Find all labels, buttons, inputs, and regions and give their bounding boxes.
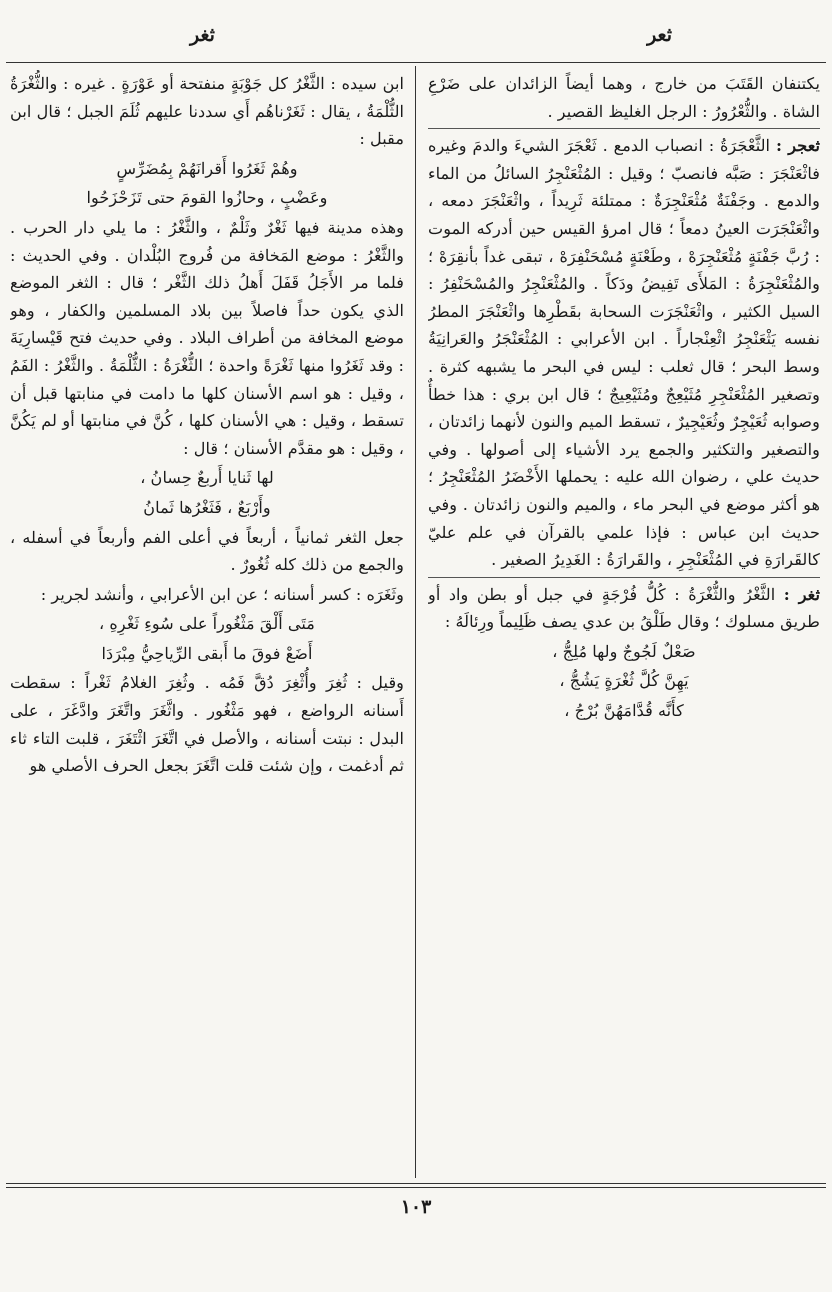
left-paragraph-3: جعل الثغر ثمانياً ، أربعاً في أعلى الفم وأربعاً في أسفله ، والجمع من ذلك كله ثُغُورٌ . [10, 527, 404, 575]
entry-text: الثَّعْجَرَةُ : انصباب الدمع . ثَعْجَرَ الشيءَ والدمَ وغيره فاثْعَنْجَرَ : صَبَّه فانصبّ ؛ وقيل : المُثْعَنْجِرُ السائلُ من الماء والدمع . وجَفْنَةٌ مُثْعَنْجِرَةٌ : ممتلئة ثَرِيداً ، واثْعَنْجَرَ دمعه ، واثْعَنْجَرَت العينُ دمعاً ؛ قال امرؤ القيس حين أدركه الموت : رُبَّ جَفْنَةٍ مُثْعَنْجِرَهْ ، وطَعْنَةٍ مُسْحَنْفِرَهْ ، تبقى غداً بأنقِرَهْ ؛ والمُثْعَنْجِرَةُ : المَلأَى تَفِيضُ ودَكاً . والمُثْعَنْجِرُ والمُسْحَنْفِرُ : السيل الكثير ، واثْعَنْجَرَت السحابة بقَطْرِها واثْعَنْجَرَ المطرُ نفسه يَثْعَنْجِرُ اثْعِنْجاراً . ابن الأعرابي : المُثْعَنْجَرُ والعَرانِيَةُ وسط البحر ؛ قال ثعلب : ليس في البحر ما يشبهه كثرة . وتصغير المُثْعَنْجِرِ مُثَيْعِجٌ ومُثَيْعِيجٌ ؛ قال ابن بري : هذا خطأٌ وصوابه ثُعَيْجِرٌ وثُعَيْجِيرٌ ، تسقط الميم والنون لأنهما زائدتان ، والتصغير والتكثير والجمع يرد الأشياء إلى أصولها . وفي حديث علي ، رضوان الله عليه : يحملها الأَخْضَرُ المُثْعَنْجِرُ ؛ هو أكثر موضع في البحر ماء ، والميم والنون زائدتان . وفي حديث ابن عباس : فإذا علمي بالقرآن في علم عليّ كالقَرارَةِ في المُثْعَنْجِرِ ، والقَرارَةُ : الغَدِيرُ الصغير . [428, 136, 820, 570]
verse-line: وأَرْبَعٌ ، فَثَغْرُها ثَمانُ [143, 497, 271, 517]
right-paragraph-3 [428, 581, 820, 636]
verse-line: وعَضْبٍ ، وحازُوا القومَ حتى تَزَحْزَحُوا [86, 188, 328, 208]
verse-line: أَضَعْ فوقَ ما أَبقى الرِّياحِيُّ مِبْرَدَا [101, 643, 313, 663]
left-paragraph-5: وقيل : ثُغِرَ وأُثْغِرَ دُقَّ فَمُه . وثُغِرَ الغلامُ ثَغْراً : سقطت أَسنانه الرواضع ، فهو مَثْغُور . واثَّغَرَ واتَّغَرَ وادَّغَرَ ، على البدل : نبتت أسنانه ، والأصل في اتَّغَرَ اثْتَغَرَ ، قلبت التاء ثاء ثم أدغمت ، وإن شئت قلت اتَّغَرَ بجعل الحرف الأصلي هو [10, 673, 404, 776]
top-rule [6, 62, 826, 63]
right-paragraph-2 [428, 132, 820, 574]
verse-line: صَعْلٌ لَجُوجٌ ولها مُلِجُّ ، [552, 641, 696, 661]
entry-headword: ثغر : [783, 584, 820, 604]
right-column [428, 70, 820, 1175]
page-number: ١٠٣ [400, 1196, 432, 1218]
entry-thaghar [428, 577, 820, 725]
header-left-word: ثغر [190, 24, 215, 46]
verse-line: كأَنَّه قُدَّامَهُنَّ بُرْجُ ، [564, 701, 684, 721]
header-right-word: ثعر [647, 24, 672, 46]
verse-line: لها ثَنايا أَربعٌ حِسانُ ، [140, 468, 274, 488]
verse-line: مَتَى أَلْقَ مَثْغُوراً على سُوءِ ثَغْرِهِ ، [99, 614, 315, 634]
bottom-rule [6, 1183, 826, 1184]
left-column [10, 70, 404, 1175]
bottom-rule-double [6, 1187, 826, 1188]
left-paragraph-2: وهذه مدينة فيها ثَغْرٌ وثَلْمٌ ، والثَّغْرُ : ما يلي دار الحرب . والثَّغْرُ : موضع المَخافة من فُروج البُلْدان . وفي الحديث : فلما مر الأَجَلُ قَفَلَ أَهلُ ذلك الثَّغْر ؛ قال : الثغر الموضع الذي يكون حداً فاصلاً بين بلاد المسلمين والكفار ، وهو موضع المخافة من أطراف البلاد . وفي حديث فتح قَيْسارِيَةَ : وقد ثَغَرُوا منها ثَغْرَةً واحدة ؛ الثُّغْرَةُ : الثُّلْمَةُ . والثَّغْرُ : الفَمُ ، وقيل : هو اسم الأسنان كلها ما دامت في منابتها قبل أن تسقط ، وقيل : هي الأسنان كلها ، كُنَّ في منابتها أو لم يَكُنَّ ، وقيل : هو مقدَّم الأسنان ؛ قال : [10, 217, 404, 458]
entry-thajar [428, 128, 820, 574]
page-header [0, 18, 832, 54]
verse-line: وهُمْ ثَغَرُوا أَقرانَهُمْ بِمُضَرِّسٍ [116, 158, 298, 178]
left-paragraph-1: ابن سيده : الثَّغْرُ كل جَوْبَةٍ منفتحة أو عَوْرَةٍ . غيره : والثُّغْرَةُ الثُّلْمَةُ ، يقال : ثَغَرْناهُم أَي سددنا عليهم ثُلَمَ الجبل ؛ قال ابن مقبل : [10, 74, 404, 149]
entry-text: الثَّغْرُ والثُّغْرَةُ : كُلُّ فُرْجَةٍ في جبل أو بطن واد أو طريق مسلوك ؛ وقال طَلْقُ بن عدي يصف ظَلِيماً ورِئالَهُ : [428, 584, 820, 632]
column-divider [415, 66, 416, 1178]
left-paragraph-4: وثَغَرَه : كسر أسنانه ؛ عن ابن الأعرابي ، وأنشد لجرير : [40, 584, 404, 604]
verse-line: يَهِنَّ كُلَّ ثُغْرَةٍ يَشُجُّ ، [559, 671, 689, 691]
entry-headword: ثعجر : [775, 136, 820, 156]
right-paragraph-1: يكتنفان القَتَبَ من خارج ، وهما أيضاً الزائدان على ضَرْعِ الشاة . والثُّعْرُورُ : الرجل الغليظ القصير . [428, 74, 820, 121]
